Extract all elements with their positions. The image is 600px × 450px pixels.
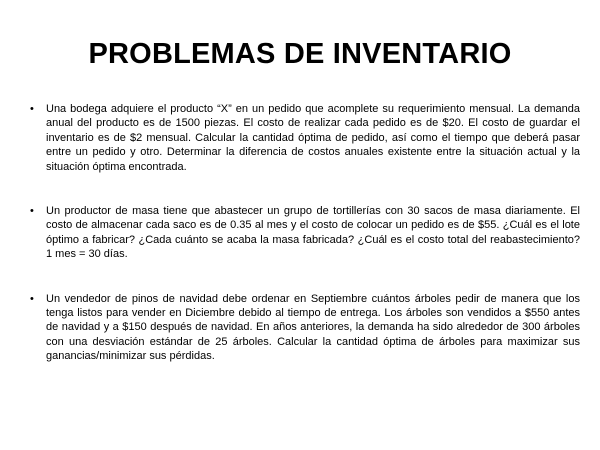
problem-3: [30, 292, 580, 364]
problem-1-text: Una bodega adquiere el producto “X” en un pedido que acomplete su requerimiento mensual. La demanda anual del producto es de 1500 piezas. El costo de realizar cada pedido es de $20. El costo de guardar el inventario es de $2 mensual. Calcular la cantidad óptima de pedido, así como el tiempo que deberá pasar entre un pedido y otro. Determinar la diferencia de costos anuales existente entre la situación actual y la situación óptima encontrada.: [46, 103, 580, 173]
problem-2-text: Un productor de masa tiene que abastecer un grupo de tortillerías con 30 sacos de masa diariamente. El costo de almacenar cada saco es de 0.35 al mes y el costo de colocar un pedido es de $55. ¿Cuál es el lote óptimo a fabricar? ¿Cada cuánto se acaba la masa fabricada? ¿Cuál es el costo total del reabastecimiento? 1 mes = 30 días.: [46, 205, 580, 261]
bullet-dot-icon: •: [30, 292, 34, 305]
bullet-dot-icon: •: [30, 103, 34, 115]
bullet-list: [30, 102, 580, 364]
problem-1: [30, 102, 580, 174]
problem-3-text: Un vendedor de pinos de navidad debe ordenar en Septiembre cuántos árboles pedir de manera que los tenga listos para vender en Diciembre debido al tiempo de entrega. Los árboles son vendidos a $550 antes de navidad y a $150 después de navidad. En años anteriores, la demanda ha sido alrededor de 300 árboles con una desviación estándar de 25 árboles. Calcular la cantidad óptima de árboles para maximizar sus ganancias/minimizar sus pérdidas.: [46, 292, 580, 363]
problem-2: [30, 204, 580, 262]
slide-title: PROBLEMAS DE INVENTARIO: [88, 38, 512, 70]
bullet-dot-icon: •: [30, 205, 34, 218]
